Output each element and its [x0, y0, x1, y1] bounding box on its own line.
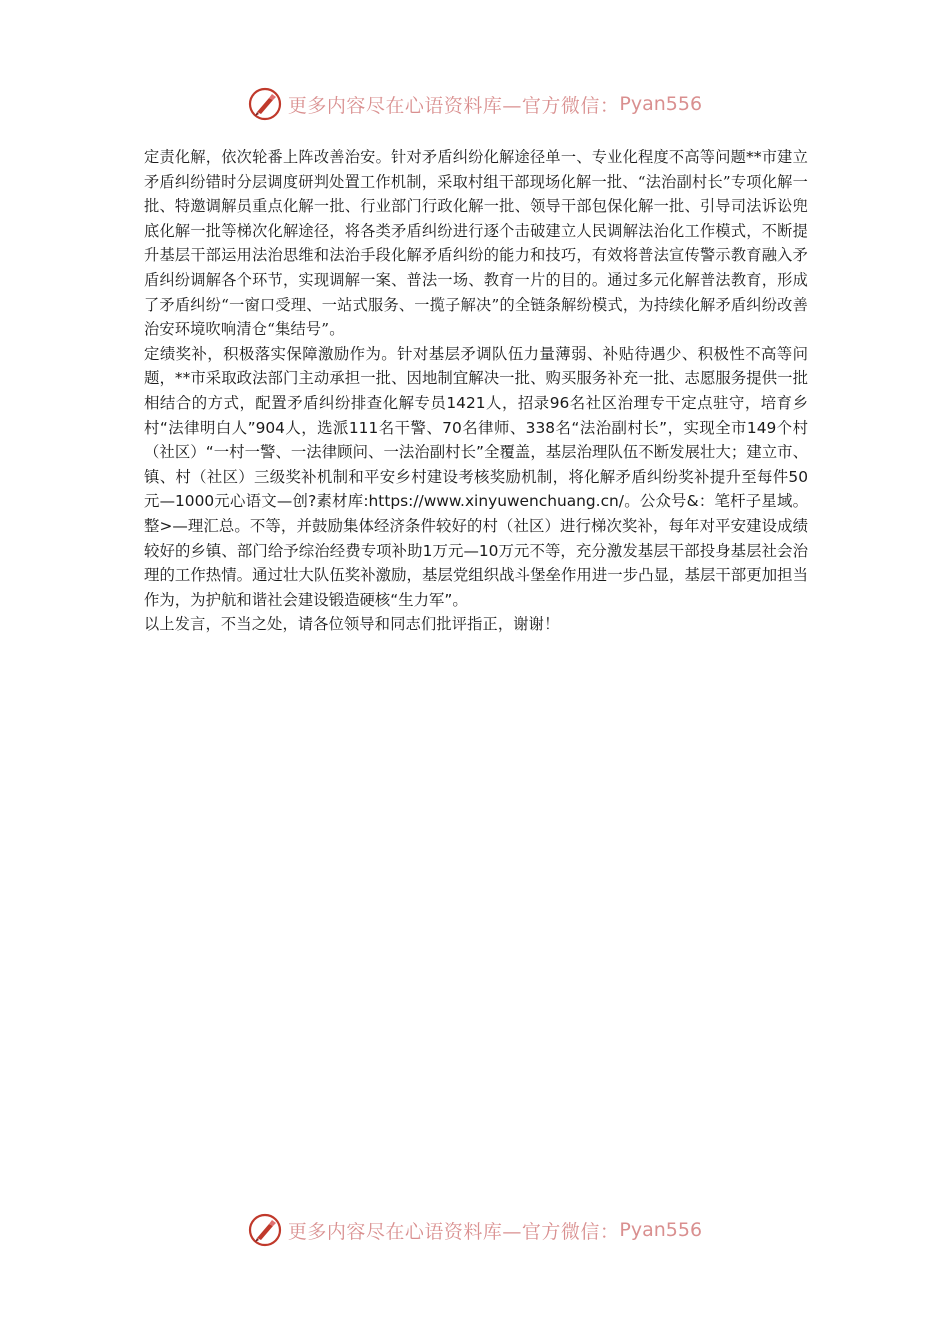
pen-nib-icon [248, 1213, 282, 1247]
banner-contact: Pyan556 [619, 93, 703, 115]
banner-text: 更多内容尽在心语资料库—官方微信： [287, 94, 620, 117]
paragraph-incentives: 定绩奖补，积极落实保障激励作为。针对基层矛调队伍力量薄弱、补贴待遇少、积极性不高等问题，**市采取政法部门主动承担一批、因地制宜解决一批、购买服务补充一批、志愿服务提供一批相结合的方式，配置矛盾纠纷排查化解专员1421人，招录96名社区治理专干定点驻守，培育乡村“法律明白人”904人，选派111名干警、70名律师、338名“法治副村长”，实现全市149个村（社区）“一村一警、一法律顾问、一法治副村长”全覆盖，基层治理队伍不断发展壮大；建立市、镇、村（社区）三级奖补机制和平安乡村建设考核奖励机制，将化解矛盾纠纷奖补提升至每件50元—1000元心语文—创?素材库:https://www.xinyuwenchuang.cn/。公众号&：笔杆子星域。整>—理汇总。不等，并鼓励集体经济条件较好的村（社区）进行梯次奖补，每年对平安建设成绩较好的乡镇、部门给予综治经费专项补助1万元—10万元不等，充分激发基层干部投身基层社会治理的工作热情。通过壮大队伍奖补激励，基层党组织战斗堡垒作用进一步凸显，基层干部更加担当作为，为护航和谐社会建设锻造硬核“生力军”。 [144, 344, 808, 609]
paragraph-closing: 以上发言，不当之处，请各位领导和同志们批评指正，谢谢！ [144, 615, 560, 634]
banner-text: 更多内容尽在心语资料库—官方微信： [287, 1220, 620, 1243]
paragraph-mediation: 定责化解，依次轮番上阵改善治安。针对矛盾纠纷化解途径单一、专业化程度不高等问题**市建立矛盾纠纷错时分层调度研判处置工作机制，采取村组干部现场化解一批、“法治副村长”专项化解一批、特邀调解员重点化解一批、行业部门行政化解一批、领导干部包保化解一批、引导司法诉讼兜底化解一批等梯次化解途径，将各类矛盾纠纷进行逐个击破建立人民调解法治化工作模式，不断提升基层干部运用法治思维和法治手段化解矛盾纠纷的能力和技巧，有效将普法宣传警示教育融入矛盾纠纷调解各个环节，实现调解一案、普法一场、教育一片的目的。通过多元化解普法教育，形成了矛盾纠纷“一窗口受理、一站式服务、一揽子解决”的全链条解纷模式，为持续化解矛盾纠纷改善治安环境吹响清仓“集结号”。 [144, 148, 808, 339]
header-banner [0, 84, 950, 124]
footer-banner [0, 1210, 950, 1250]
document-body [144, 145, 808, 637]
pen-nib-icon [248, 87, 282, 121]
banner-contact: Pyan556 [619, 1219, 703, 1241]
